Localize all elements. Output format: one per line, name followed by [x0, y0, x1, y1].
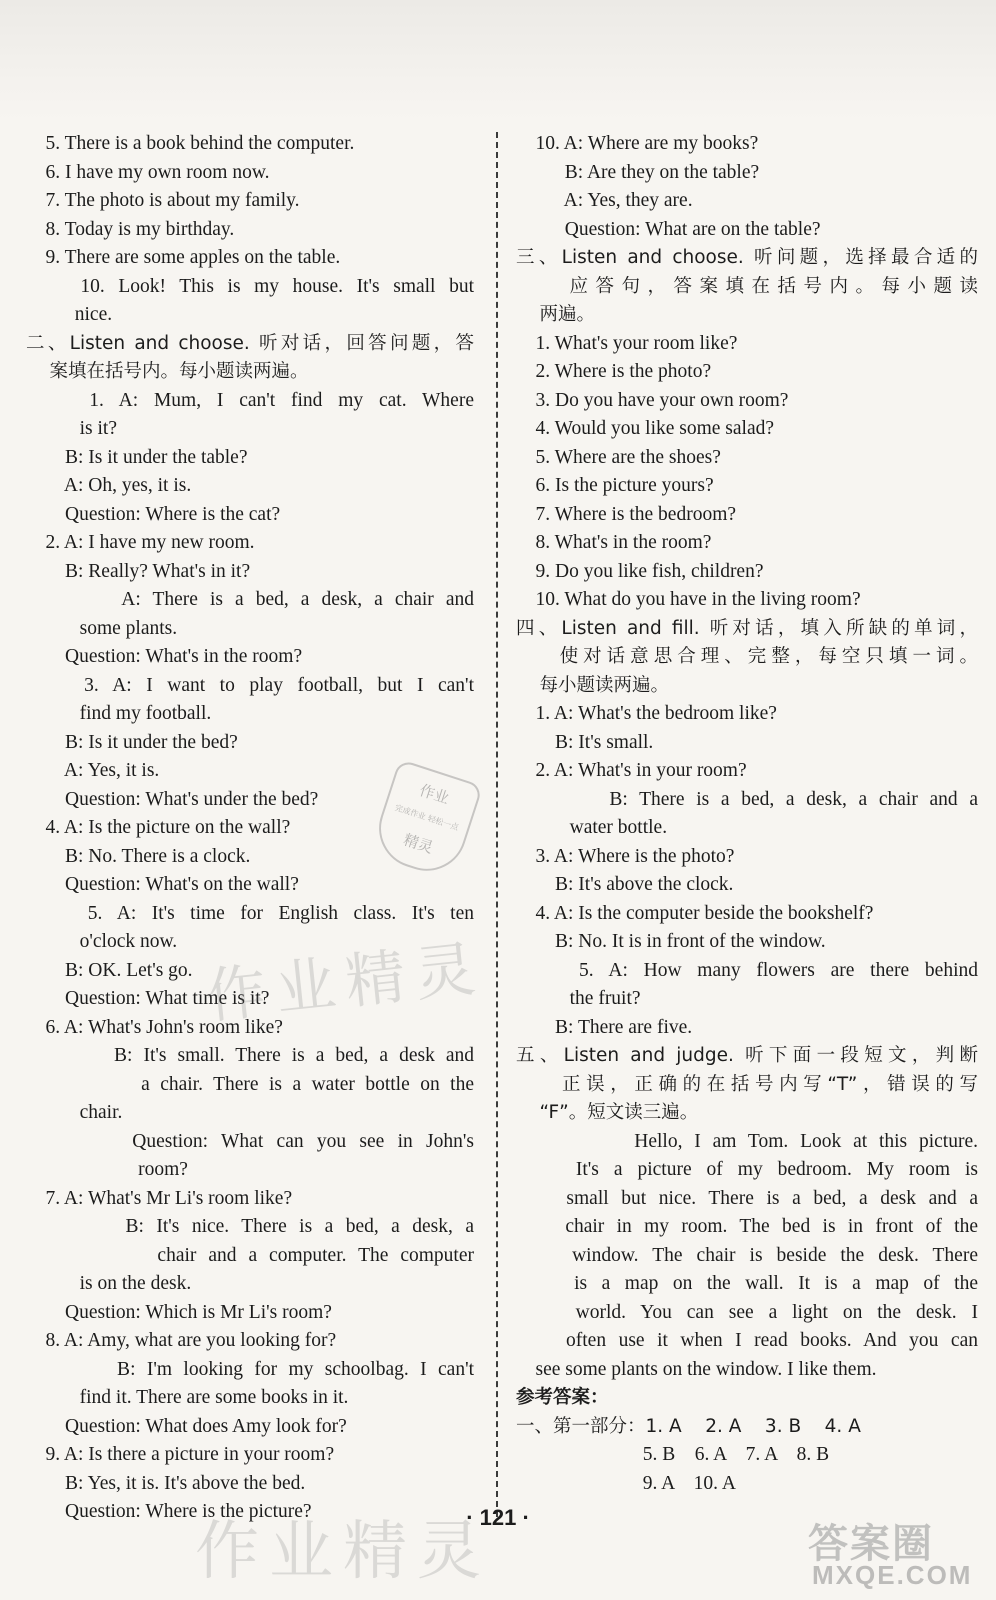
text-line: 2. A: I have my new room.: [26, 532, 255, 553]
text-line: Question: What are on the table?: [516, 218, 821, 240]
text-line: Question: What can you see in John's: [26, 1130, 474, 1152]
text-line: B: Is it under the table?: [26, 446, 248, 468]
corner-logo-url: MXQE.COM: [812, 1560, 973, 1590]
text-line: 5. B 6. A 7. A 8. B: [516, 1444, 830, 1465]
text-line: It's a picture of my bedroom. My room is: [516, 1159, 978, 1180]
text-line: see some plants on the window. I like them.: [516, 1358, 877, 1380]
text-line: 3. Do you have your own room?: [516, 389, 789, 411]
stamp-top-text: 作业: [417, 781, 452, 808]
text-line: Question: What's on the wall?: [26, 874, 299, 895]
text-line: 8. Today is my birthday.: [26, 218, 235, 240]
text-line: 1. A: Mum, I can't find my cat. Where: [26, 389, 474, 411]
text-line: 7. The photo is about my family.: [26, 190, 300, 211]
text-line: chair in my room. The bed is in front of the: [516, 1216, 978, 1237]
text-line: 每小题读两遍。: [516, 674, 670, 696]
text-line: 2. Where is the photo?: [516, 361, 712, 382]
text-line: 5. There is a book behind the computer.: [26, 133, 355, 154]
text-line: 2. A: What's in your room?: [516, 760, 747, 781]
text-line: 1. A: What's the bedroom like?: [516, 703, 777, 724]
text-line: Question: Where is the picture?: [26, 1501, 312, 1522]
text-line: is on the desk.: [26, 1273, 192, 1294]
column-divider: [496, 132, 498, 1517]
text-line: 1. What's your room like?: [516, 332, 738, 354]
text-line: B: No. There is a clock.: [26, 845, 251, 867]
text-line: B: It's nice. There is a bed, a desk, a: [26, 1216, 474, 1237]
scan-top-shadow: [0, 0, 996, 120]
text-line: B: Yes, it is. It's above the bed.: [26, 1472, 306, 1494]
text-line: find it. There are some books in it.: [26, 1387, 349, 1408]
text-line: is it?: [26, 418, 117, 439]
text-line: B: OK. Let's go.: [26, 959, 193, 981]
stamp-bottom-text: 精灵: [401, 830, 436, 857]
text-line: B: Is it under the bed?: [26, 731, 238, 753]
text-line: 3. A: I want to play football, but I can't: [26, 674, 474, 696]
text-line: 7. Where is the bedroom?: [516, 503, 737, 525]
text-line: Question: Where is the cat?: [26, 503, 281, 525]
text-line: world. You can see a light on the desk. I: [516, 1301, 978, 1323]
text-line: A: Yes, it is.: [26, 760, 160, 781]
text-line: nice.: [26, 304, 113, 325]
text-line: Question: What's in the room?: [26, 646, 303, 667]
text-line: some plants.: [26, 617, 178, 639]
text-line: B: No. It is in front of the window.: [516, 931, 826, 952]
text-line: B: I'm looking for my schoolbag. I can't: [26, 1358, 474, 1380]
text-line: 10. A: Where are my books?: [516, 133, 759, 154]
text-line: A: There is a bed, a desk, a chair and: [26, 589, 474, 610]
text-line: B: There are five.: [516, 1016, 693, 1038]
text-line: room?: [26, 1159, 188, 1180]
text-line: Question: What's under the bed?: [26, 788, 319, 810]
text-line: 9. There are some apples on the table.: [26, 247, 341, 268]
text-line: 参考答案：: [516, 1387, 609, 1408]
text-line: 6. I have my own room now.: [26, 161, 270, 183]
text-line: B: It's small. There is a bed, a desk and: [26, 1045, 474, 1066]
text-line: 9. Do you like fish, children?: [516, 560, 764, 582]
text-line: A: Oh, yes, it is.: [26, 475, 192, 496]
text-line: B: It's small.: [516, 731, 654, 753]
text-line: B: Really? What's in it?: [26, 560, 251, 582]
text-line: a chair. There is a water bottle on the: [26, 1073, 474, 1095]
text-line: A: Yes, they are.: [516, 190, 693, 211]
stamp-mid-text: 完成作业 轻松一点: [393, 803, 460, 833]
text-line: Question: Which is Mr Li's room?: [26, 1301, 332, 1323]
text-line: Question: What does Amy look for?: [26, 1415, 347, 1437]
text-line: B: There is a bed, a desk, a chair and a: [516, 788, 978, 810]
text-line: is a map on the wall. It is a map of the: [516, 1273, 978, 1294]
text-line: Hello, I am Tom. Look at this picture.: [516, 1130, 978, 1152]
text-line: 6. A: What's John's room like?: [26, 1016, 283, 1038]
text-line: B: Are they on the table?: [516, 161, 760, 183]
text-line: 9. A: Is there a picture in your room?: [26, 1444, 335, 1465]
text-line: Question: What time is it?: [26, 988, 270, 1009]
corner-logo-title: 答案圈: [808, 1521, 934, 1567]
text-line: 10. What do you have in the living room?: [516, 589, 861, 610]
text-line: 3. A: Where is the photo?: [516, 845, 735, 867]
page-number: · 121 ·: [466, 1505, 530, 1530]
watermark-text-bottom: 作业精灵: [195, 1515, 491, 1589]
text-line: 四、Listen and fill. 听对话，填入所缺的单词，: [516, 617, 978, 639]
text-line: 正误，正确的在括号内写“T”，错误的写: [516, 1073, 978, 1095]
text-line: 10. Look! This is my house. It's small but: [26, 275, 474, 297]
text-line: find my football.: [26, 703, 212, 724]
text-line: 4. A: Is the picture on the wall?: [26, 817, 291, 838]
right-column: [516, 130, 978, 1498]
text-line: 一、第一部分：1. A 2. A 3. B 4. A: [516, 1415, 861, 1437]
text-line: 4. Would you like some salad?: [516, 418, 775, 439]
text-line: 5. A: How many flowers are there behind: [516, 959, 978, 981]
text-line: o'clock now.: [26, 931, 178, 952]
text-line: small but nice. There is a bed, a desk and a: [516, 1187, 978, 1209]
text-line: 使对话意思合理、完整，每空只填一词。: [516, 646, 978, 667]
text-line: the fruit?: [516, 988, 641, 1009]
text-line: 4. A: Is the computer beside the bookshelf?: [516, 902, 874, 924]
text-line: water bottle.: [516, 817, 668, 838]
text-line: 8. A: Amy, what are you looking for?: [26, 1330, 337, 1351]
text-line: chair.: [26, 1102, 123, 1123]
text-line: “F”。短文读三遍。: [516, 1102, 699, 1123]
text-line: 二、Listen and choose. 听对话，回答问题，答: [26, 332, 474, 354]
text-line: 5. Where are the shoes?: [516, 446, 721, 468]
text-line: 五、Listen and judge. 听下面一段短文，判断: [516, 1045, 978, 1066]
text-line: 5. A: It's time for English class. It's ten: [26, 902, 474, 924]
text-line: 7. A: What's Mr Li's room like?: [26, 1187, 293, 1209]
text-line: 6. Is the picture yours?: [516, 475, 714, 496]
text-line: 案填在括号内。每小题读两遍。: [26, 361, 309, 382]
text-line: 应答句，答案填在括号内。每小题读: [516, 275, 978, 297]
text-line: 9. A 10. A: [516, 1472, 736, 1494]
text-line: 8. What's in the room?: [516, 532, 712, 553]
text-line: 三、Listen and choose. 听问题，选择最合适的: [516, 247, 978, 268]
text-line: 两遍。: [516, 304, 596, 325]
text-line: chair and a computer. The computer: [26, 1244, 474, 1266]
text-line: often use it when I read books. And you can: [516, 1330, 978, 1351]
text-line: B: It's above the clock.: [516, 874, 734, 895]
text-line: window. The chair is beside the desk. There: [516, 1244, 978, 1266]
corner-logo: [790, 1512, 986, 1592]
watermark-text: 作业精灵: [202, 933, 489, 1033]
